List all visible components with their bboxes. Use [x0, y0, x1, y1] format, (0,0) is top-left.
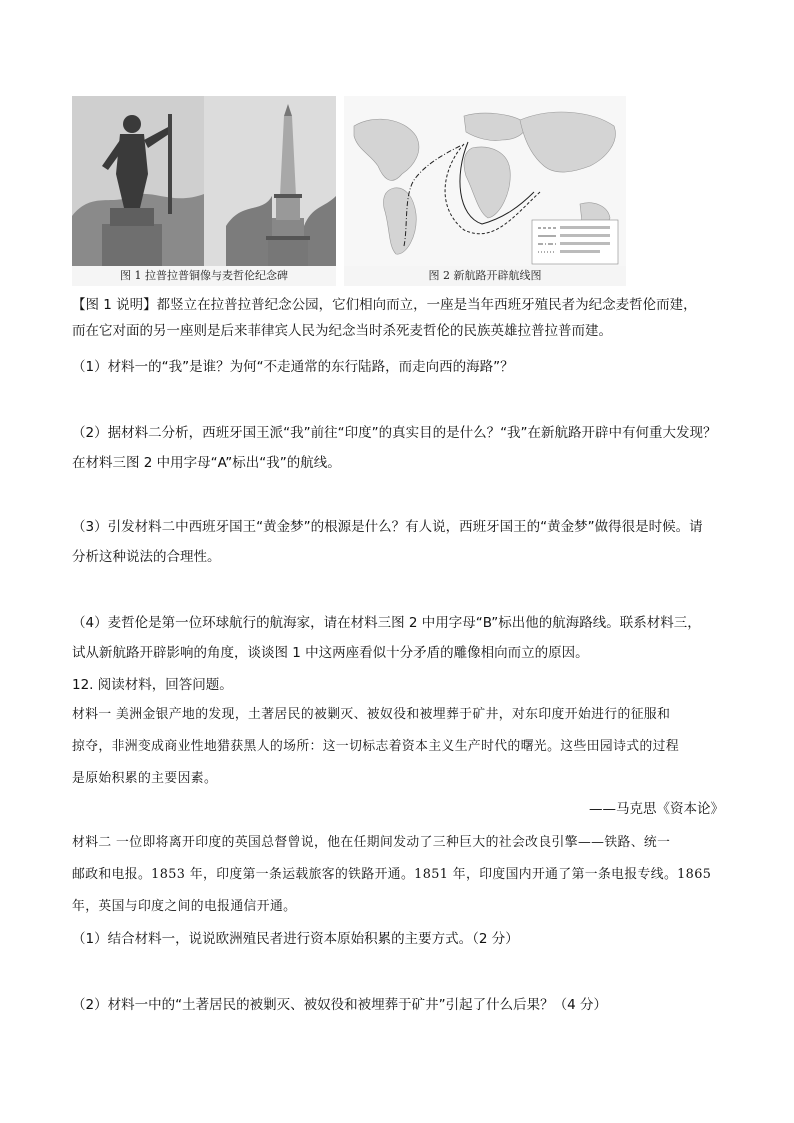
material-1-line-3: 是原始积累的主要因素。: [72, 771, 218, 786]
question-4-line-2: 试从新航路开辟影响的角度，谈谈图 1 中这两座看似十分矛盾的雕像相向而立的原因。: [72, 645, 589, 661]
question-3-line-2: 分析这种说法的合理性。: [72, 549, 221, 565]
material-1-line-1: 材料一 美洲金银产地的发现，土著居民的被剿灭、被奴役和被埋葬于矿井，对东印度开始进行的征服和: [72, 707, 671, 722]
material-1-line-2: 掠夺，非洲变成商业性地猎获黑人的场所：这一切标志着资本主义生产时代的曙光。这些田园诗式的过程: [72, 739, 680, 754]
world-map-illustration: [344, 96, 626, 286]
figure-1-note-continued: 而在它对面的另一座则是后来菲律宾人民为纪念当时杀死麦哲伦的民族英雄拉普拉普而建。: [72, 323, 612, 339]
question-1: （1）材料一的“我”是谁？为何“不走通常的东行陆路，而走向西的海路”？: [72, 359, 514, 375]
material-2-line-1: 材料二 一位即将离开印度的英国总督曾说，他在任期间发动了三种巨大的社会改良引擎——铁路、统一: [72, 835, 671, 850]
question-12-1: （1）结合材料一，说说欧洲殖民者进行资本原始积累的主要方式。（2 分）: [72, 931, 519, 947]
figure-1-caption: 图 1 拉普拉普铜像与麦哲伦纪念碑: [72, 266, 336, 286]
figure-1-note: 【图 1 说明】都竖立在拉普拉普纪念公园，它们相向而立，一座是当年西班牙殖民者为纪念麦哲伦而建，: [72, 297, 697, 313]
figure-1-statue-photo: [72, 96, 336, 286]
question-12-title: 12. 阅读材料，回答问题。: [72, 677, 233, 693]
question-2-line-1: （2）据材料二分析，西班牙国王派“我”前往“印度”的真实目的是什么？“我”在新航路开辟中有何重大发现？: [72, 425, 717, 441]
figure-2-caption: 图 2 新航路开辟航线图: [344, 266, 626, 286]
statue-illustration: [72, 96, 336, 286]
question-4-line-1: （4）麦哲伦是第一位环球航行的航海家，请在材料三图 2 中用字母“B”标出他的航海路线。联系材料三，: [72, 615, 701, 631]
figure-2-route-map: [344, 96, 626, 286]
question-3-line-1: （3）引发材料二中西班牙国王“黄金梦”的根源是什么？有人说，西班牙国王的“黄金梦”做得很是时候。请: [72, 519, 703, 535]
question-12-2: （2）材料一中的“土著居民的被剿灭、被奴役和被埋葬于矿井”引起了什么后果？（4 分）: [72, 997, 607, 1013]
material-1-source: ——马克思《资本论》: [589, 801, 724, 817]
figure-strip: [72, 96, 628, 286]
question-2-line-2: 在材料三图 2 中用字母“A”标出“我”的航线。: [72, 455, 341, 471]
material-2-line-3: 年，英国与印度之间的电报通信开通。: [72, 899, 297, 914]
material-2-line-2: 邮政和电报。1853 年，印度第一条运载旅客的铁路开通。1851 年，印度国内开通了第一条电报专线。1865: [72, 867, 712, 882]
